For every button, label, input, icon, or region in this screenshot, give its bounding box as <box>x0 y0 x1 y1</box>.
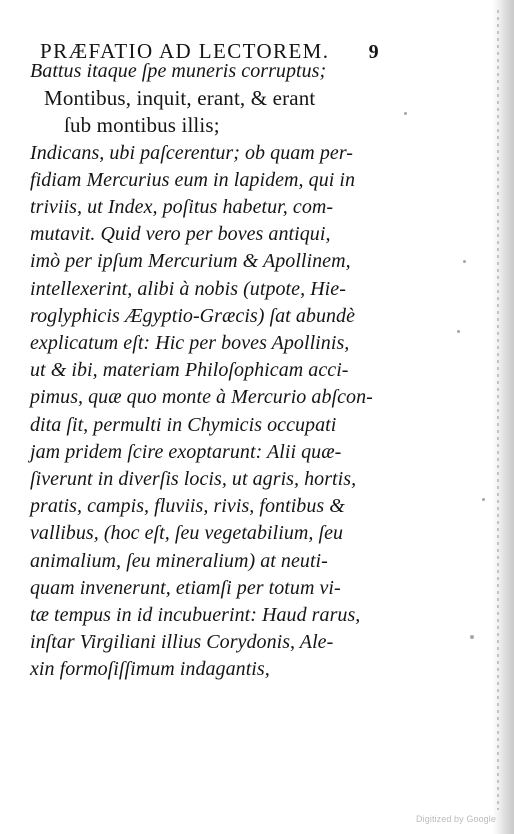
text-line: vallibus, (hoc eſt, ſeu vegetabilium, ſeu <box>30 522 344 545</box>
text-line: xin formoſiſſimum indagantis, <box>30 658 270 681</box>
text-line: pratis, campis, fluviis, rivis, fontibus & <box>30 495 345 518</box>
page-gutter-shadow <box>492 0 514 834</box>
digitization-watermark: Digitized by Google <box>416 814 496 824</box>
text-line: Battus itaque ſpe muneris corruptus; <box>30 60 327 82</box>
text-line: fidiam Mercurius eum in lapidem, qui in <box>30 168 356 191</box>
ink-speck <box>470 635 474 639</box>
text-line: dita ſit, permulti in Chymicis occupati <box>30 413 337 436</box>
text-line: ſiverunt in diverſis locis, ut agris, hortis, <box>30 468 357 491</box>
text-line: Montibus, inquit, erant, & erant <box>44 86 316 111</box>
header-title: PRÆFATIO AD LECTOREM. <box>40 39 330 63</box>
text-line: mutavit. Quid vero per boves antiqui, <box>30 223 331 246</box>
text-line: quam invenerunt, etiamſi per totum vi- <box>30 576 341 599</box>
text-line: inſtar Virgiliani illius Corydonis, Ale- <box>30 631 334 654</box>
text-line: triviis, ut Index, poſitus habetur, com- <box>30 196 334 219</box>
text-line: ut & ibi, materiam Philoſophicam acci- <box>30 359 349 382</box>
text-line: ſub montibus illis; <box>64 113 220 138</box>
text-line: jam pridem ſcire exoptarunt: Alii quæ- <box>30 440 342 463</box>
ink-speck <box>457 330 460 333</box>
ink-speck <box>482 498 485 501</box>
text-line: roglyphicis Ægyptio-Græcis) ſat abundè <box>30 304 356 327</box>
text-line: intellexerint, alibi à nobis (utpote, Hie- <box>30 277 346 300</box>
text-line: imò per ipſum Mercurium & Apollinem, <box>30 250 351 273</box>
text-line: explicatum eſt: Hic per boves Apollinis, <box>30 332 350 355</box>
gutter-edge-line <box>497 10 499 810</box>
page-number: 9 <box>368 41 380 63</box>
ink-speck <box>463 260 466 263</box>
ink-speck <box>404 112 407 115</box>
text-line: tæ tempus in id incubuerint: Haud rarus, <box>30 604 361 627</box>
text-line: animalium, ſeu mineralium) at neuti- <box>30 549 328 572</box>
text-line: Indicans, ubi paſcerentur; ob quam per- <box>30 141 353 164</box>
body-text <box>30 58 380 684</box>
text-line: pimus, quæ quo monte à Mercurio abſcon- <box>30 386 373 409</box>
